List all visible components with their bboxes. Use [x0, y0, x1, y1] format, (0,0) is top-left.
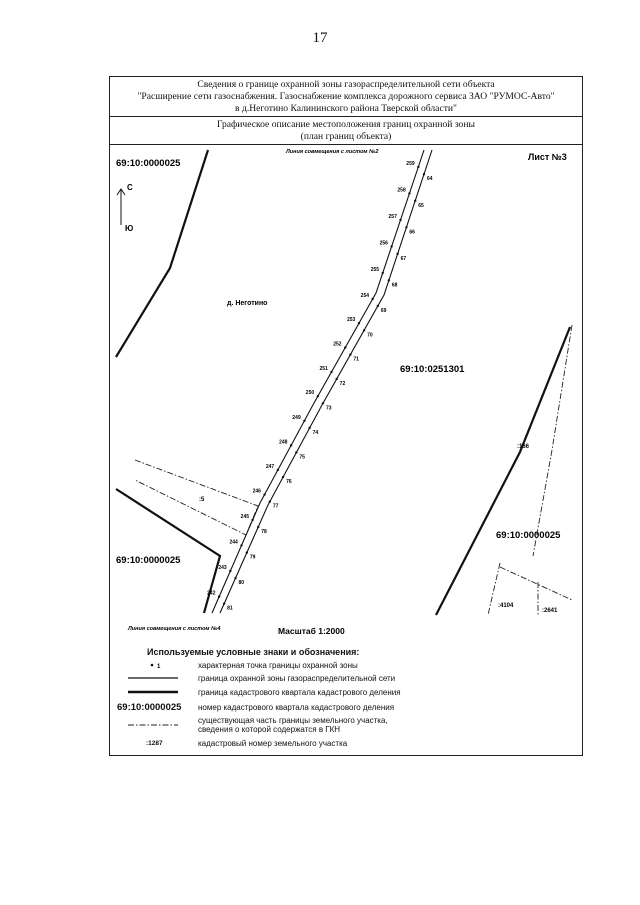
point-marker-67	[396, 253, 398, 255]
point-label-73: 73	[325, 405, 332, 412]
point-marker-243	[229, 570, 231, 572]
point-label-256: 256	[379, 240, 388, 247]
point-label-257: 257	[388, 213, 397, 220]
cadastral-number-top-left: 69:10:0000025	[116, 158, 181, 169]
bottom-join-label: Линия совмещения с листом №4	[128, 626, 221, 632]
point-label-67: 67	[400, 255, 407, 262]
point-marker-69	[377, 305, 379, 307]
sheet-label: Лист №3	[528, 152, 567, 162]
legend-point-text: характерная точка границы охранной зоны	[198, 661, 358, 670]
header-line-3: в д.Неготино Калининского района Тверской области"	[235, 103, 457, 114]
point-label-80: 80	[238, 580, 245, 587]
point-marker-71	[349, 353, 351, 355]
point-label-78: 78	[261, 529, 267, 536]
point-marker-255	[382, 272, 384, 274]
point-label-242: 242	[207, 590, 216, 597]
point-label-243: 243	[218, 565, 227, 572]
point-label-68: 68	[391, 282, 398, 289]
point-label-65: 65	[418, 202, 424, 209]
parcel-boundary-5	[135, 460, 258, 535]
legend-parcel-num-text: кадастровый номер земельного участка	[198, 739, 348, 748]
point-marker-253	[358, 322, 360, 324]
point-label-71: 71	[353, 356, 359, 363]
point-label-76: 76	[286, 479, 292, 486]
point-marker-66	[405, 226, 407, 228]
top-join-label: Линия совмещения с листом №2	[286, 149, 379, 155]
point-marker-72	[335, 378, 337, 380]
legend-parcel-text-2: сведения о которой содержатся в ГКН	[198, 725, 341, 734]
point-label-69: 69	[380, 307, 387, 314]
point-marker-246	[263, 493, 265, 495]
legend-zone-text: граница охранной зоны газораспределительной сети	[198, 674, 396, 683]
point-label-77: 77	[272, 503, 279, 510]
village-label: д. Неготино	[227, 300, 268, 307]
point-marker-245	[251, 519, 253, 521]
point-marker-77	[269, 500, 271, 502]
point-marker-259	[417, 166, 419, 168]
cadastral-number-bottom-left: 69:10:0000025	[116, 555, 181, 566]
legend-parcel-symbol: :1287	[146, 740, 163, 747]
parcel-boundary-2641	[500, 567, 572, 600]
parcel-label-2641: :2641	[542, 608, 558, 614]
subheader-line-2: (план границ объекта)	[300, 131, 392, 142]
point-label-247: 247	[265, 463, 275, 470]
legend-parcel-text-1: существующая часть границы земельного участка,	[198, 716, 388, 725]
legend-point-icon	[151, 664, 154, 667]
point-marker-252	[344, 346, 346, 348]
parcel-label-166: :166	[517, 444, 530, 450]
point-label-253: 253	[346, 317, 356, 324]
point-marker-80	[234, 577, 236, 579]
point-marker-257	[399, 219, 401, 221]
point-marker-251	[330, 371, 332, 373]
point-marker-81	[223, 602, 225, 604]
legend-quarter-text: граница кадастрового квартала кадастрового деления	[198, 688, 401, 697]
point-marker-78	[257, 526, 259, 528]
point-label-70: 70	[367, 332, 373, 339]
header-line-2: "Расширение сети газоснабжения. Газоснабжение комплекса дорожного сервиса ЗАО "РУМОС-Авто"	[137, 91, 555, 102]
point-marker-254	[371, 298, 373, 300]
subheader-line-1: Графическое описание местоположения границ охранной зоны	[217, 119, 475, 130]
point-marker-79	[246, 551, 248, 553]
south-label: Ю	[125, 224, 134, 233]
point-label-259: 259	[406, 160, 415, 167]
page-number: 17	[312, 30, 328, 46]
point-label-258: 258	[397, 187, 406, 194]
legend-title: Используемые условные знаки и обозначения:	[147, 647, 360, 657]
cadastral-number-right: 69:10:0000025	[496, 530, 561, 541]
point-label-64: 64	[426, 176, 433, 183]
quarter-boundary-top-left	[116, 150, 208, 357]
point-marker-74	[308, 427, 310, 429]
point-label-79: 79	[249, 554, 256, 561]
scale-label: Масштаб 1:2000	[278, 626, 345, 636]
point-label-72: 72	[339, 380, 346, 387]
legend-point-symbol: 1	[157, 664, 161, 670]
point-marker-242	[218, 595, 220, 597]
parcel-label-4104: :4104	[498, 603, 514, 609]
point-marker-65	[414, 200, 416, 202]
point-marker-70	[363, 329, 365, 331]
point-label-249: 249	[292, 414, 301, 421]
parcel-label-5: :5	[199, 497, 205, 503]
point-marker-258	[408, 192, 410, 194]
point-label-248: 248	[279, 439, 288, 446]
point-label-255: 255	[370, 266, 380, 273]
point-marker-73	[322, 402, 324, 404]
point-marker-64	[423, 173, 425, 175]
point-label-81: 81	[227, 605, 233, 612]
point-label-254: 254	[360, 292, 370, 299]
point-marker-244	[240, 544, 242, 546]
point-marker-248	[290, 444, 292, 446]
legend-number-symbol: 69:10:0000025	[117, 702, 182, 713]
quarter-boundary-bottom-left	[116, 489, 220, 613]
point-marker-68	[388, 279, 390, 281]
point-label-246: 246	[252, 488, 261, 495]
point-label-245: 245	[240, 513, 250, 520]
north-label: С	[127, 183, 133, 192]
point-marker-249	[303, 420, 305, 422]
point-label-244: 244	[229, 539, 238, 546]
point-label-250: 250	[305, 390, 315, 397]
parcel-boundary-166	[533, 325, 572, 556]
legend-number-text: номер кадастрового квартала кадастрового деления	[198, 703, 395, 712]
point-label-75: 75	[299, 454, 305, 461]
boundary-points-layer	[207, 161, 433, 612]
point-marker-247	[277, 469, 279, 471]
header-line-1: Сведения о границе охранной зоны газораспределительной сети объекта	[197, 79, 495, 90]
point-label-66: 66	[409, 229, 415, 236]
point-marker-250	[317, 395, 319, 397]
point-marker-75	[295, 451, 297, 453]
point-label-251: 251	[319, 365, 328, 372]
cadastral-number-center-right: 69:10:0251301	[400, 364, 465, 375]
point-marker-256	[390, 245, 392, 247]
point-label-252: 252	[333, 341, 342, 348]
point-label-74: 74	[312, 429, 319, 436]
point-marker-76	[282, 476, 284, 478]
